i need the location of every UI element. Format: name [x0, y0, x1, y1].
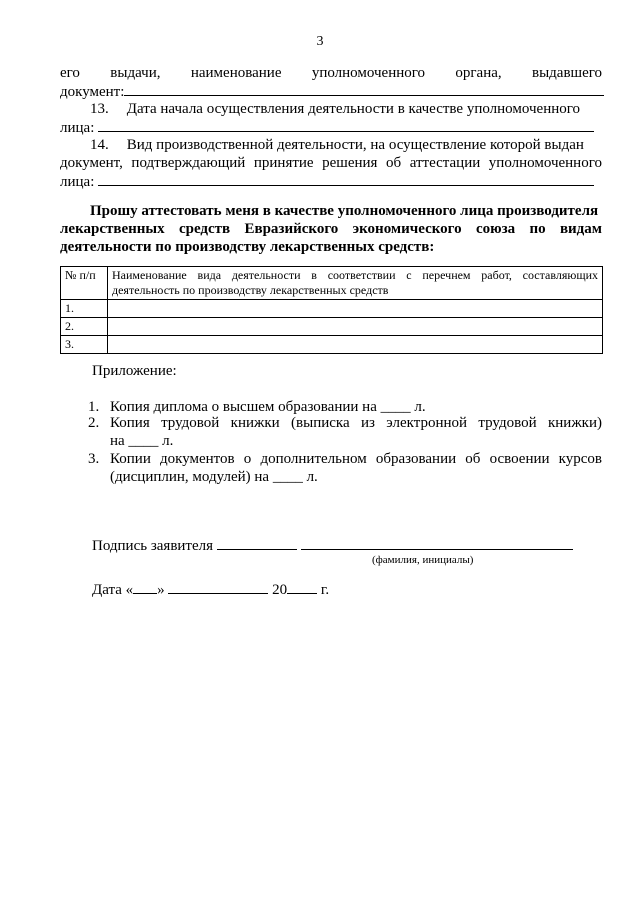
item14-line2: документ, подтверждающий принятие решения об аттестации уполномоченного	[60, 155, 602, 171]
year-suffix: г.	[320, 582, 330, 598]
signature-row	[92, 536, 573, 555]
table-row	[61, 318, 603, 336]
appendix-item-text: Копии документов о дополнительном образовании об освоении курсов	[110, 451, 602, 467]
word: выдавшего	[532, 65, 603, 81]
item13-line2	[60, 118, 602, 137]
row-cell[interactable]	[108, 318, 603, 336]
appendix-item-number: 2.	[88, 415, 100, 431]
request-line1: Прошу аттестовать меня в качестве уполномоченного лица производителя	[90, 203, 599, 219]
item14-line3	[60, 172, 602, 191]
header-number: № п/п	[61, 267, 108, 300]
item14-label: лица:	[60, 174, 95, 190]
activities-table	[60, 266, 603, 354]
item14-number: 14.	[90, 137, 109, 153]
table-row	[61, 300, 603, 318]
page-number: 3	[316, 34, 324, 49]
row-number: 1.	[61, 300, 108, 318]
word: органа,	[455, 65, 502, 81]
appendix-item-number: 1.	[88, 399, 100, 415]
year-prefix: 20	[272, 582, 288, 598]
date-close-quote: »	[157, 582, 165, 598]
header-name-line2: деятельность по производству лекарственных средств	[112, 283, 389, 297]
document-fill-line[interactable]	[124, 82, 604, 96]
document-label: документ:	[60, 84, 125, 100]
word: уполномоченного	[311, 65, 426, 81]
signature-fill-line[interactable]	[217, 536, 297, 550]
item13-number: 13.	[90, 101, 109, 117]
item14-text: Вид производственной деятельности, на осуществление которой выдан	[126, 137, 584, 153]
row-number: 2.	[61, 318, 108, 336]
day-fill-line[interactable]	[133, 580, 157, 594]
item13-text: Дата начала осуществления деятельности в качестве уполномоченного	[126, 101, 581, 117]
date-row	[92, 580, 329, 599]
word: его	[60, 65, 80, 81]
word: выдачи,	[110, 65, 161, 81]
item12-continuation-line1	[60, 64, 602, 82]
header-name	[108, 267, 603, 300]
appendix-item-number: 3.	[88, 451, 100, 467]
name-fill-line[interactable]	[301, 536, 573, 550]
request-line2: лекарственных средств Евразийского экономического союза по видам	[60, 221, 602, 237]
date-label: Дата «	[92, 582, 134, 598]
appendix-item-text: Копия трудовой книжки (выписка из электронной трудовой книжки)	[110, 415, 602, 431]
header-name-line1: Наименование вида деятельности в соответствии с перечнем работ, составляющих	[112, 268, 598, 282]
item13-line1	[60, 100, 602, 118]
row-number: 3.	[61, 336, 108, 354]
appendix-item-text: (дисциплин, модулей) на ____ л.	[110, 469, 318, 485]
appendix-item-text: Копия диплома о высшем образовании на ____ л.	[110, 399, 426, 415]
row-cell[interactable]	[108, 300, 603, 318]
month-fill-line[interactable]	[168, 580, 268, 594]
item12-continuation-line2	[60, 82, 602, 101]
year-fill-line[interactable]	[287, 580, 317, 594]
item13-label: лица:	[60, 120, 95, 136]
item14-line1	[60, 136, 602, 154]
signature-label: Подпись заявителя	[92, 538, 214, 554]
item14-fill-line[interactable]	[98, 172, 594, 186]
appendix-title: Приложение:	[92, 363, 177, 379]
table-row	[61, 336, 603, 354]
request-line3: деятельности по производству лекарственных средств:	[60, 239, 435, 255]
appendix-item-text: на ____ л.	[110, 433, 174, 449]
item13-fill-line[interactable]	[98, 118, 594, 132]
row-cell[interactable]	[108, 336, 603, 354]
table-header-row	[61, 267, 603, 300]
signature-hint: (фамилия, инициалы)	[372, 554, 474, 566]
word: наименование	[190, 65, 282, 81]
